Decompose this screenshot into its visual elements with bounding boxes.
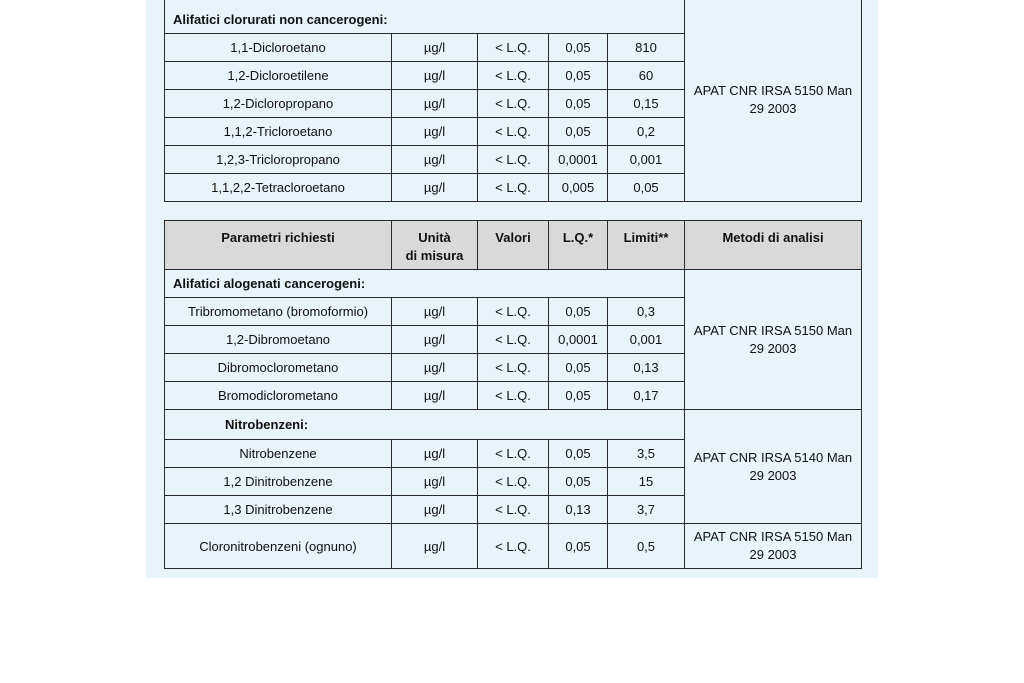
method-cell: APAT CNR IRSA 5150 Man 29 2003 [685,270,862,410]
method-cell: APAT CNR IRSA 5150 Man 29 2003 [685,0,862,202]
table-alifatici-clorurati [164,0,862,202]
lq-cell: 0,05 [549,354,608,382]
unit-cell: µg/l [392,382,478,410]
value-cell: < L.Q. [478,118,549,146]
lq-cell: 0,05 [549,34,608,62]
unit-cell: µg/l [392,440,478,468]
value-cell: < L.Q. [478,354,549,382]
param-name: Tribromometano (bromoformio) [165,298,392,326]
limit-cell: 0,5 [608,524,685,569]
limit-cell: 0,3 [608,298,685,326]
unit-cell: µg/l [392,62,478,90]
header-unit [392,221,478,270]
lq-cell: 0,05 [549,440,608,468]
method-cell: APAT CNR IRSA 5140 Man 29 2003 [685,410,862,524]
section-title: Nitrobenzeni: [165,410,685,440]
section-row [165,270,862,298]
unit-cell: µg/l [392,354,478,382]
lq-cell: 0,05 [549,298,608,326]
header-unit-line1: Unità [418,230,451,245]
unit-cell: µg/l [392,468,478,496]
lq-cell: 0,05 [549,524,608,569]
value-cell: < L.Q. [478,146,549,174]
value-cell: < L.Q. [478,382,549,410]
value-cell: < L.Q. [478,62,549,90]
param-name: 1,1-Dicloroetano [165,34,392,62]
lq-cell: 0,005 [549,174,608,202]
limit-cell: 0,001 [608,146,685,174]
header-param: Parametri richiesti [165,221,392,270]
lq-cell: 0,05 [549,468,608,496]
param-name: 1,1,2-Tricloroetano [165,118,392,146]
value-cell: < L.Q. [478,34,549,62]
unit-cell: µg/l [392,298,478,326]
limit-cell: 0,15 [608,90,685,118]
value-cell: < L.Q. [478,90,549,118]
param-name: 1,2-Dicloroetilene [165,62,392,90]
param-name: Nitrobenzene [165,440,392,468]
value-cell: < L.Q. [478,468,549,496]
limit-cell: 0,2 [608,118,685,146]
limit-cell: 60 [608,62,685,90]
section-row [165,0,862,34]
method-cell: APAT CNR IRSA 5150 Man 29 2003 [685,524,862,569]
param-name: 1,3 Dinitrobenzene [165,496,392,524]
param-name: Bromodiclorometano [165,382,392,410]
value-cell: < L.Q. [478,174,549,202]
value-cell: < L.Q. [478,524,549,569]
param-name: 1,2,3-Tricloropropano [165,146,392,174]
lq-cell: 0,0001 [549,146,608,174]
lq-cell: 0,05 [549,382,608,410]
param-name: 1,2 Dinitrobenzene [165,468,392,496]
unit-cell: µg/l [392,90,478,118]
section-title: Alifatici alogenati cancerogeni: [165,270,685,298]
value-cell: < L.Q. [478,440,549,468]
value-cell: < L.Q. [478,326,549,354]
param-name: 1,2-Dibromoetano [165,326,392,354]
limit-cell: 15 [608,468,685,496]
header-limits: Limiti** [608,221,685,270]
unit-cell: µg/l [392,174,478,202]
unit-cell: µg/l [392,496,478,524]
value-cell: < L.Q. [478,496,549,524]
unit-cell: µg/l [392,524,478,569]
section-title: Alifatici clorurati non cancerogeni: [165,0,685,34]
param-name: 1,1,2,2-Tetracloroetano [165,174,392,202]
header-methods: Metodi di analisi [685,221,862,270]
limit-cell: 3,5 [608,440,685,468]
limit-cell: 0,13 [608,354,685,382]
unit-cell: µg/l [392,326,478,354]
header-unit-line2: di misura [405,248,464,263]
param-name: Cloronitrobenzeni (ognuno) [165,524,392,569]
limit-cell: 0,001 [608,326,685,354]
header-lq: L.Q.* [549,221,608,270]
limit-cell: 0,17 [608,382,685,410]
lq-cell: 0,13 [549,496,608,524]
header-values: Valori [478,221,549,270]
lq-cell: 0,05 [549,90,608,118]
limit-cell: 0,05 [608,174,685,202]
unit-cell: µg/l [392,118,478,146]
limit-cell: 3,7 [608,496,685,524]
section-row [165,410,862,440]
limit-cell: 810 [608,34,685,62]
param-name: 1,2-Dicloropropano [165,90,392,118]
table-row [165,524,862,569]
unit-cell: µg/l [392,34,478,62]
table-parametri [164,220,862,569]
unit-cell: µg/l [392,146,478,174]
header-row [165,221,862,270]
lq-cell: 0,05 [549,62,608,90]
lq-cell: 0,05 [549,118,608,146]
value-cell: < L.Q. [478,298,549,326]
lq-cell: 0,0001 [549,326,608,354]
param-name: Dibromoclorometano [165,354,392,382]
